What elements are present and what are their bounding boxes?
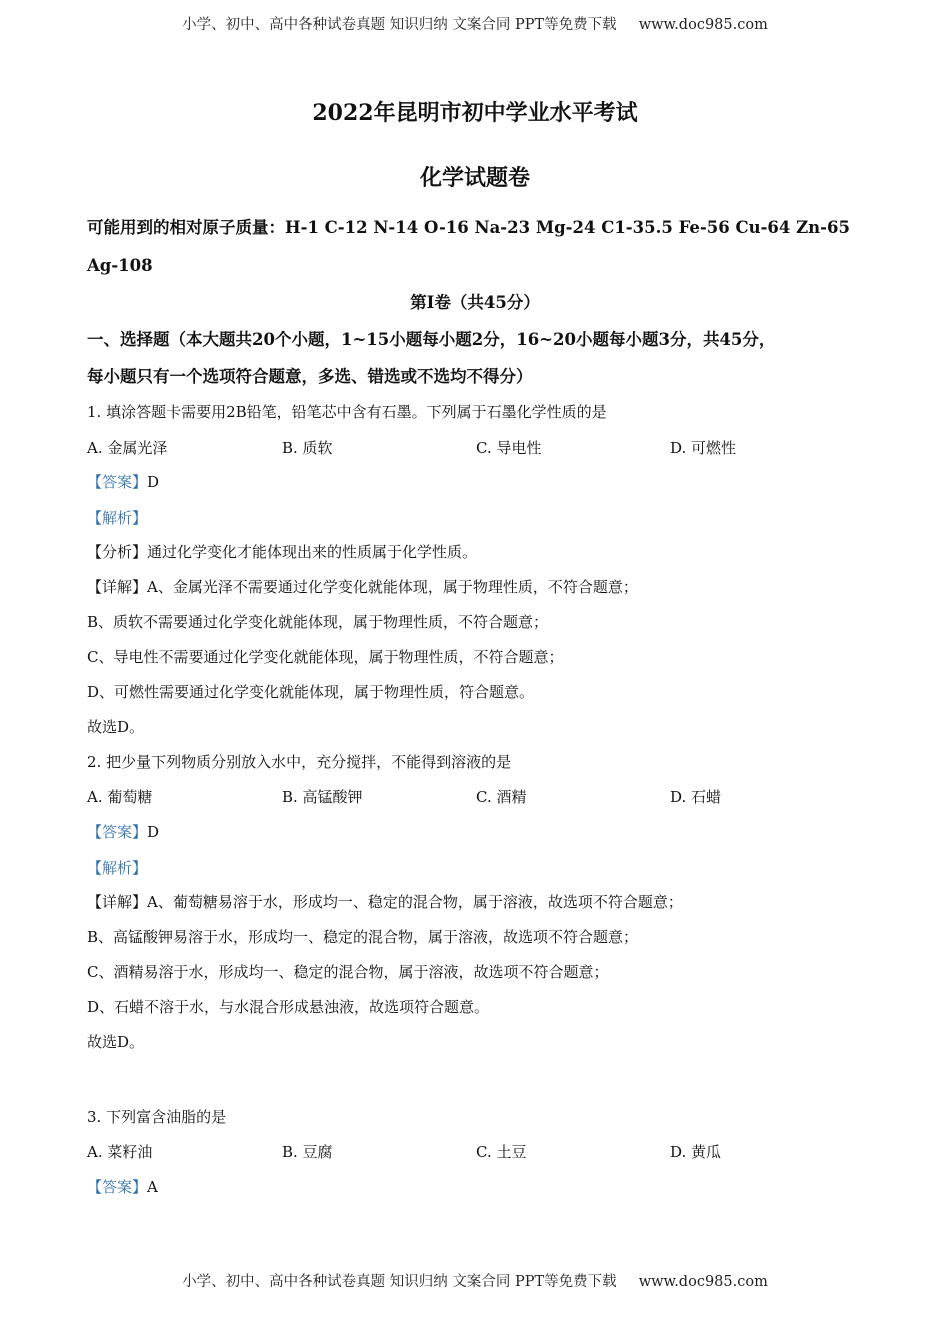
q1-detail-3: C、导电性不需要通过化学变化就能体现，属于物理性质，不符合题意； (87, 648, 564, 666)
q2-answer-value: D (147, 823, 160, 841)
q3-stem: 3. 下列富含油脂的是 (87, 1108, 227, 1126)
q2-answer (87, 822, 159, 842)
q1-conclusion: 故选D。 (87, 718, 145, 736)
q1-option-b: B. 质软 (282, 439, 333, 457)
q2-conclusion: 故选D。 (87, 1033, 145, 1051)
footer-url[interactable]: www.doc985.com (638, 1274, 768, 1290)
page-header (0, 13, 950, 34)
q3-answer (87, 1177, 158, 1197)
q1-detail-4: D、可燃性需要通过化学变化就能体现，属于物理性质，符合题意。 (87, 683, 535, 701)
q1-detail-1: 【详解】A、金属光泽不需要通过化学变化就能体现，属于物理性质，不符合题意； (87, 578, 638, 596)
atomic-mass-line-1: 可能用到的相对原子质量：H-1 C-12 N-14 O-16 Na-23 Mg-24 C1-35.5 Fe-56 Cu-64 Zn-65 (87, 218, 850, 237)
exam-title: 2022年昆明市初中学业水平考试 (312, 100, 638, 126)
q1-analysis-label: 【解析】 (87, 509, 148, 527)
q2-option-b: B. 高锰酸钾 (282, 788, 363, 806)
answer-label: 【答案】 (87, 823, 148, 841)
q3-option-b: B. 豆腐 (282, 1143, 333, 1161)
q2-option-c: C. 酒精 (476, 788, 527, 806)
q2-stem: 2. 把少量下列物质分别放入水中，充分搅拌，不能得到溶液的是 (87, 753, 512, 771)
q1-option-a: A. 金属光泽 (87, 439, 168, 457)
footer-text: 小学、初中、高中各种试卷真题 知识归纳 文案合同 PPT等免费下载 (182, 1274, 617, 1290)
q1-stem: 1. 填涂答题卡需要用2B铅笔，铅笔芯中含有石墨。下列属于石墨化学性质的是 (87, 403, 607, 421)
q1-answer (87, 472, 159, 492)
q2-option-a: A. 葡萄糖 (87, 788, 153, 806)
q1-detail-2: B、质软不需要通过化学变化就能体现，属于物理性质，不符合题意； (87, 613, 549, 631)
section-heading-2: 每小题只有一个选项符合题意，多选、错选或不选均不得分） (87, 367, 533, 386)
section-heading-1: 一、选择题（本大题共20个小题，1~15小题每小题2分，16~20小题每小题3分，共45分， (87, 330, 776, 349)
answer-label: 【答案】 (87, 1178, 148, 1196)
q2-detail-1: 【详解】A、葡萄糖易溶于水，形成均一、稳定的混合物，属于溶液，故选项不符合题意； (87, 893, 683, 911)
answer-label: 【答案】 (87, 473, 148, 491)
q3-answer-value: A (147, 1178, 158, 1196)
page-footer (0, 1270, 950, 1291)
q1-option-d: D. 可燃性 (670, 439, 737, 457)
q1-answer-value: D (147, 473, 160, 491)
q2-option-d: D. 石蜡 (670, 788, 722, 806)
q2-detail-3: C、酒精易溶于水，形成均一、稳定的混合物，属于溶液，故选项不符合题意； (87, 963, 609, 981)
q1-option-c: C. 导电性 (476, 439, 542, 457)
q3-option-d: D. 黄瓜 (670, 1143, 722, 1161)
q2-detail-2: B、高锰酸钾易溶于水，形成均一、稳定的混合物，属于溶液，故选项不符合题意； (87, 928, 639, 946)
atomic-mass-line-2: Ag-108 (87, 256, 153, 275)
header-text: 小学、初中、高中各种试卷真题 知识归纳 文案合同 PPT等免费下载 (182, 17, 617, 33)
q2-analysis-label: 【解析】 (87, 859, 148, 877)
exam-subtitle: 化学试题卷 (419, 165, 530, 191)
q1-fenxi: 【分析】通过化学变化才能体现出来的性质属于化学性质。 (87, 543, 478, 561)
q2-detail-4: D、石蜡不溶于水，与水混合形成悬浊液，故选项符合题意。 (87, 998, 490, 1016)
header-url[interactable]: www.doc985.com (638, 17, 768, 33)
volume-heading: 第Ⅰ卷（共45分） (410, 293, 540, 312)
q3-option-a: A. 菜籽油 (87, 1143, 153, 1161)
q3-option-c: C. 土豆 (476, 1143, 527, 1161)
